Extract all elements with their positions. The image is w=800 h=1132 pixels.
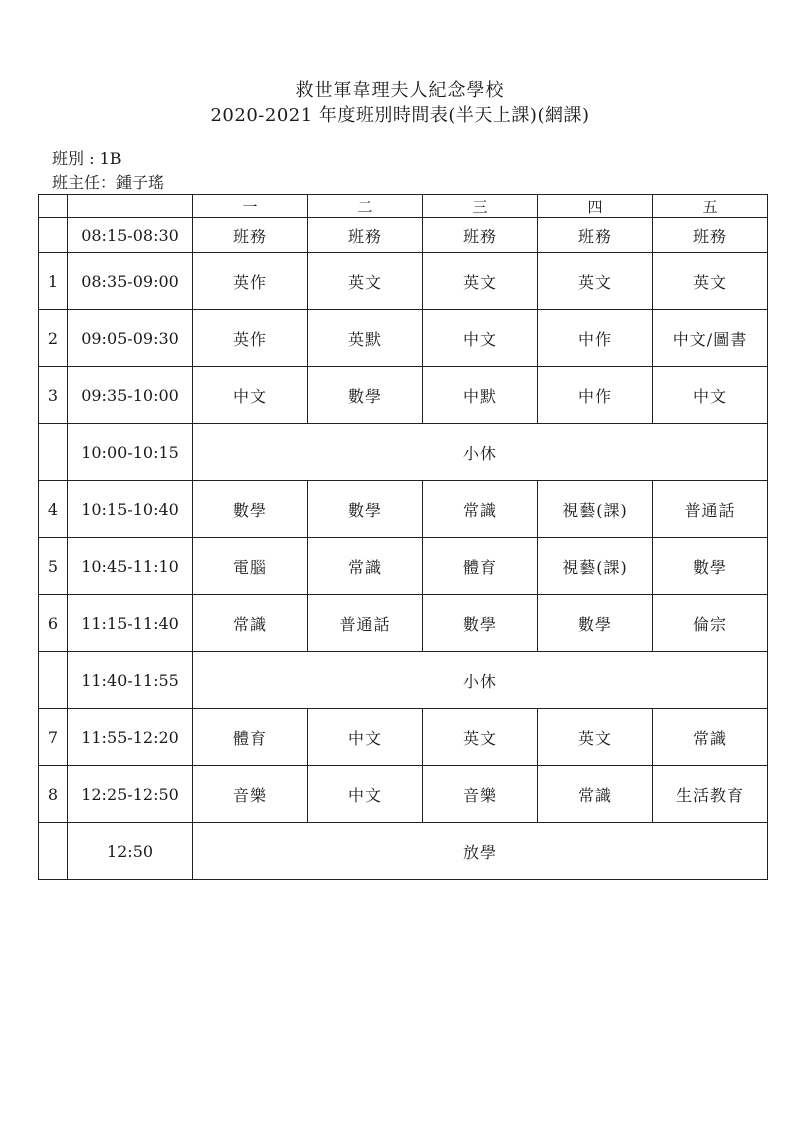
timetable-title: 2020-2021 年度班別時間表(半天上課)(網課) xyxy=(210,105,590,126)
subject-cell: 班務 xyxy=(193,218,308,253)
period-number xyxy=(39,424,68,481)
subject-cell: 音樂 xyxy=(193,766,308,823)
period-number xyxy=(39,823,68,880)
subject-cell: 數學 xyxy=(308,367,423,424)
subject-cell: 英默 xyxy=(308,310,423,367)
subject-cell: 英文 xyxy=(653,253,768,310)
subject-cell: 班務 xyxy=(538,218,653,253)
subject-cell: 普通話 xyxy=(308,595,423,652)
period-number: 8 xyxy=(39,766,68,823)
period-time: 10:45-11:10 xyxy=(68,538,193,595)
recess-cell: 小休 xyxy=(193,652,768,709)
subject-cell: 中作 xyxy=(538,367,653,424)
recess-row-1 xyxy=(39,424,768,481)
period-time: 12:25-12:50 xyxy=(68,766,193,823)
period-number: 7 xyxy=(39,709,68,766)
subject-cell: 數學 xyxy=(653,538,768,595)
class-label: 班別 : 1B xyxy=(52,149,122,168)
day-header-thu: 四 xyxy=(538,195,653,218)
corner-cell xyxy=(68,195,193,218)
day-header-mon: 一 xyxy=(193,195,308,218)
day-header-fri: 五 xyxy=(653,195,768,218)
subject-cell: 英文 xyxy=(538,709,653,766)
subject-cell: 常識 xyxy=(308,538,423,595)
subject-cell: 常識 xyxy=(538,766,653,823)
subject-cell: 數學 xyxy=(538,595,653,652)
period-row-homeroom xyxy=(39,218,768,253)
period-number: 3 xyxy=(39,367,68,424)
period-row-3 xyxy=(39,367,768,424)
period-time: 11:40-11:55 xyxy=(68,652,193,709)
day-header-tue: 二 xyxy=(308,195,423,218)
subject-cell: 常識 xyxy=(653,709,768,766)
subject-cell: 數學 xyxy=(193,481,308,538)
period-row-2 xyxy=(39,310,768,367)
subject-cell: 英作 xyxy=(193,253,308,310)
class-teacher-label: 班主任：鍾子瑤 xyxy=(52,173,165,192)
subject-cell: 班務 xyxy=(653,218,768,253)
recess-cell: 小休 xyxy=(193,424,768,481)
recess-row-2 xyxy=(39,652,768,709)
period-row-4 xyxy=(39,481,768,538)
period-row-8 xyxy=(39,766,768,823)
timetable xyxy=(38,194,768,880)
subject-cell: 英文 xyxy=(423,709,538,766)
subject-cell: 常識 xyxy=(423,481,538,538)
period-time: 08:35-09:00 xyxy=(68,253,193,310)
period-time: 08:15-08:30 xyxy=(68,218,193,253)
period-time: 09:05-09:30 xyxy=(68,310,193,367)
subject-cell: 電腦 xyxy=(193,538,308,595)
subject-cell: 英文 xyxy=(308,253,423,310)
period-row-5 xyxy=(39,538,768,595)
period-time: 11:55-12:20 xyxy=(68,709,193,766)
period-number: 2 xyxy=(39,310,68,367)
period-time: 12:50 xyxy=(68,823,193,880)
subject-cell: 體育 xyxy=(193,709,308,766)
subject-cell: 中文 xyxy=(193,367,308,424)
subject-cell: 常識 xyxy=(193,595,308,652)
period-row-1 xyxy=(39,253,768,310)
school-name: 救世軍韋理夫人紀念學校 xyxy=(295,80,505,101)
subject-cell: 英作 xyxy=(193,310,308,367)
day-header-row xyxy=(39,195,768,218)
period-row-7 xyxy=(39,709,768,766)
subject-cell: 中文 xyxy=(308,709,423,766)
period-number xyxy=(39,218,68,253)
day-header-wed: 三 xyxy=(423,195,538,218)
period-number: 4 xyxy=(39,481,68,538)
period-time: 09:35-10:00 xyxy=(68,367,193,424)
subject-cell: 中默 xyxy=(423,367,538,424)
period-number: 1 xyxy=(39,253,68,310)
subject-cell: 普通話 xyxy=(653,481,768,538)
period-number xyxy=(39,652,68,709)
period-number: 5 xyxy=(39,538,68,595)
dismissal-row xyxy=(39,823,768,880)
subject-cell: 倫宗 xyxy=(653,595,768,652)
subject-cell: 中作 xyxy=(538,310,653,367)
subject-cell: 音樂 xyxy=(423,766,538,823)
subject-cell: 視藝(課) xyxy=(538,481,653,538)
period-number: 6 xyxy=(39,595,68,652)
subject-cell: 中文 xyxy=(308,766,423,823)
subject-cell: 中文/圖書 xyxy=(653,310,768,367)
subject-cell: 中文 xyxy=(653,367,768,424)
subject-cell: 數學 xyxy=(423,595,538,652)
subject-cell: 數學 xyxy=(308,481,423,538)
period-time: 11:15-11:40 xyxy=(68,595,193,652)
period-time: 10:00-10:15 xyxy=(68,424,193,481)
period-time: 10:15-10:40 xyxy=(68,481,193,538)
subject-cell: 班務 xyxy=(308,218,423,253)
dismissal-cell: 放學 xyxy=(193,823,768,880)
subject-cell: 英文 xyxy=(423,253,538,310)
period-row-6 xyxy=(39,595,768,652)
subject-cell: 生活教育 xyxy=(653,766,768,823)
corner-cell xyxy=(39,195,68,218)
subject-cell: 英文 xyxy=(538,253,653,310)
subject-cell: 中文 xyxy=(423,310,538,367)
subject-cell: 體育 xyxy=(423,538,538,595)
subject-cell: 班務 xyxy=(423,218,538,253)
subject-cell: 視藝(課) xyxy=(538,538,653,595)
